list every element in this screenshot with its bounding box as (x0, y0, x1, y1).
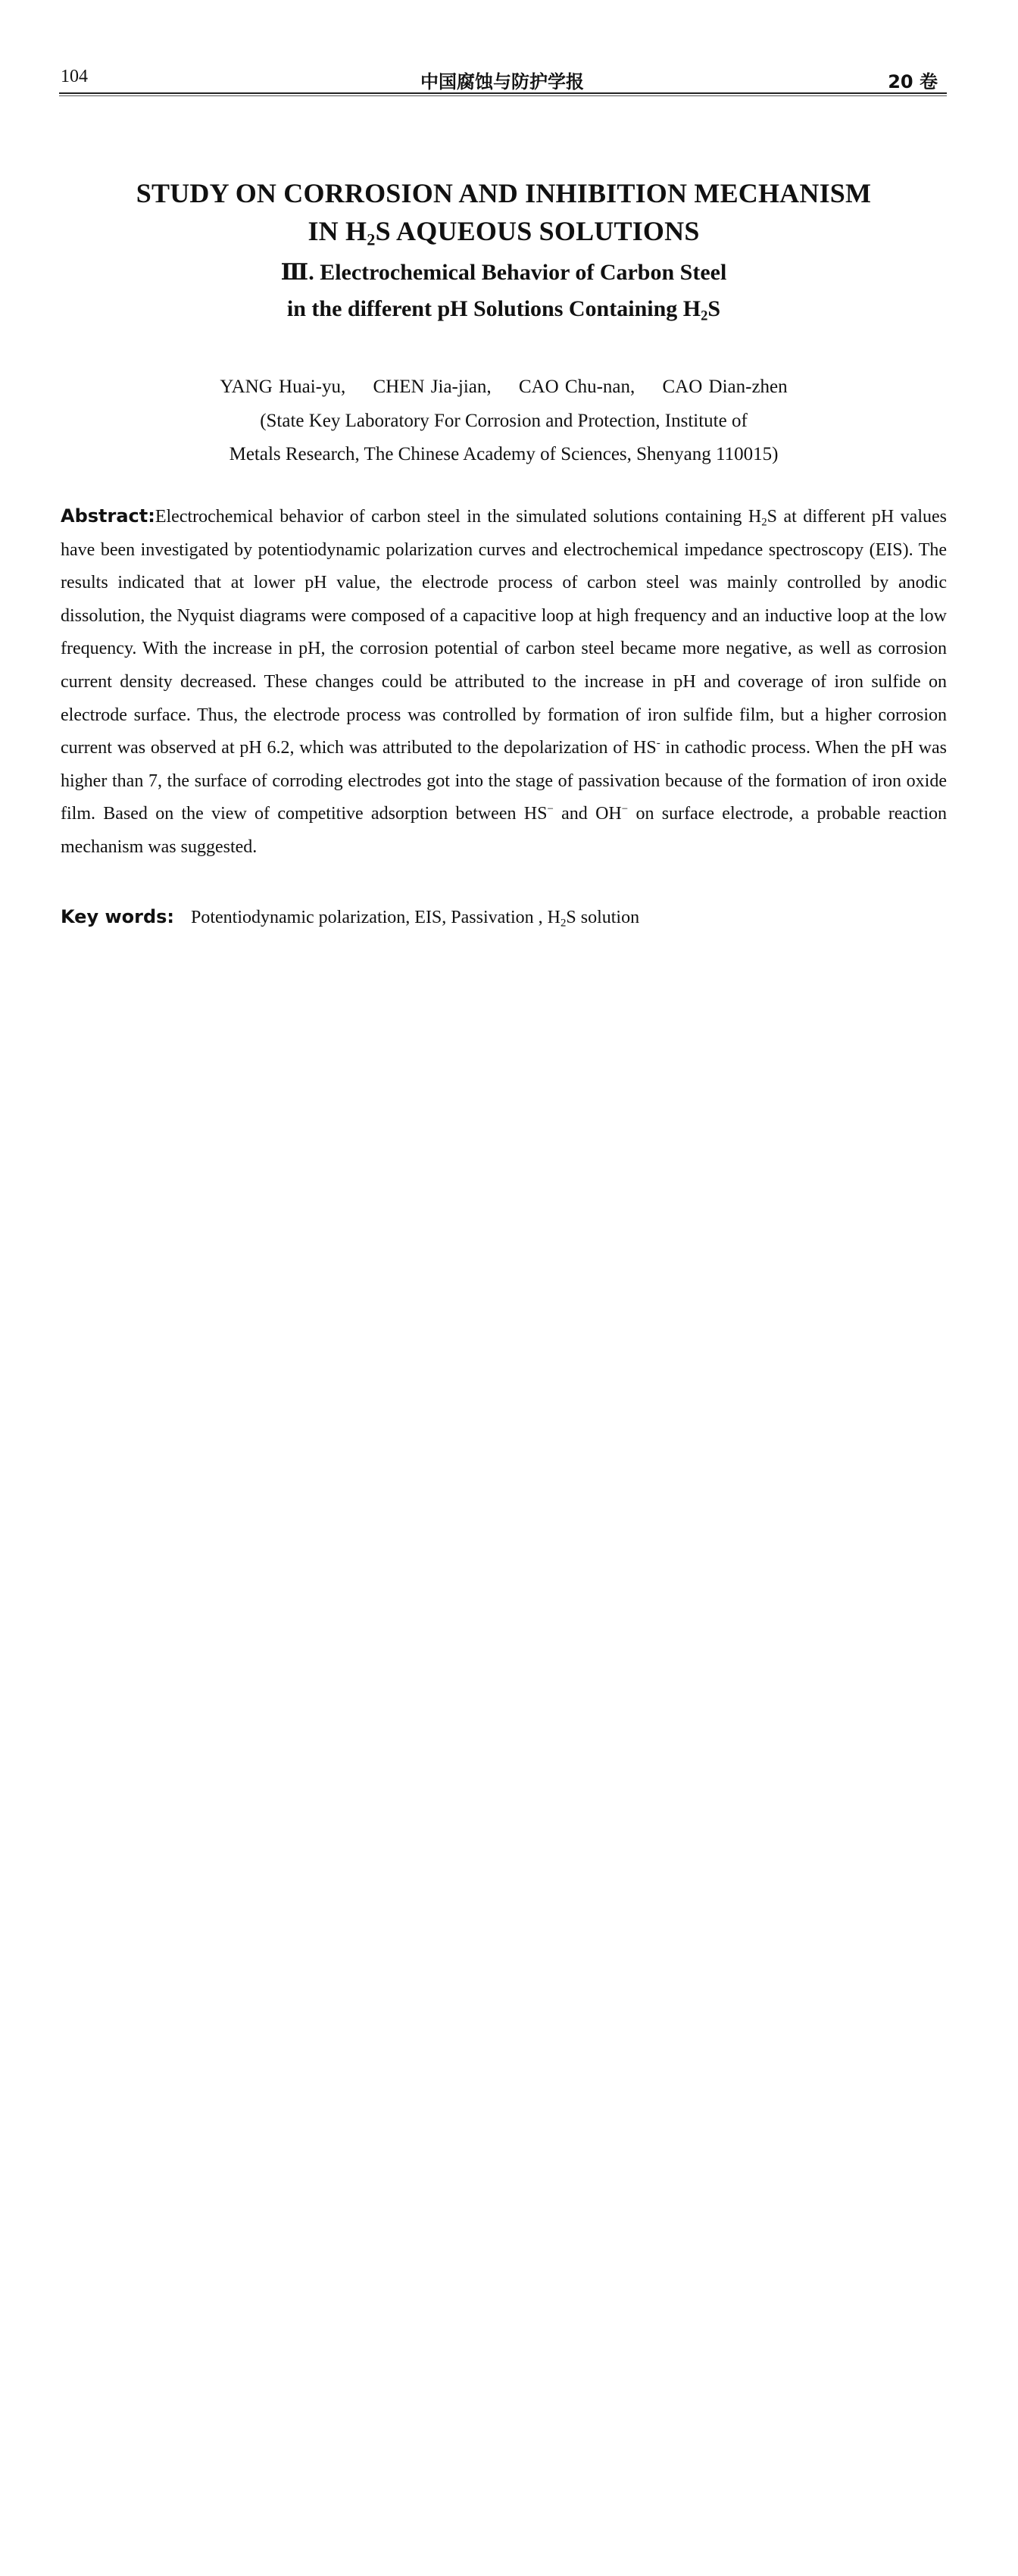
subtitle-line-2-tail: S (707, 296, 721, 321)
subtitle-line-2 (61, 291, 947, 327)
title-block (61, 174, 947, 327)
running-header (59, 61, 945, 94)
keywords-text: Potentiodynamic polarization, EIS, Passivation , H (191, 908, 561, 927)
subtitle-subscript: 2 (701, 308, 708, 324)
abstract-subscript: 2 (761, 516, 767, 529)
title-line-2 (61, 212, 947, 250)
abstract-text-4: and OH (553, 804, 622, 824)
keywords-label: Key words: (61, 906, 175, 927)
title-subscript: 2 (367, 230, 376, 249)
abstract-superscript-1: - (656, 737, 660, 750)
abstract-text-2: S at different pH values have been investigated by potentiodynamic polarization curves and electrochemical impedance spectroscopy (EIS). The results indicated that at lower pH value, the electrode process of carbon steel was mainly controlled by anodic dissolution, the Nyquist diagrams were composed of a capacitive loop at high frequency and an inductive loop at the low frequency. With the increase in pH, the corrosion potential of carbon steel became more negative, as well as corrosion current density decreased. These changes could be attributed to the increase in pH and coverage of iron sulfide on electrode surface. Thus, the electrode process was controlled by formation of iron sulfide film, but a higher corrosion current was observed at pH 6.2, which was attributed to the depolarization of HS (61, 507, 947, 758)
journal-name: 中国腐蚀与防护学报 (420, 71, 584, 92)
abstract-superscript-3: − (621, 803, 629, 816)
keywords-subscript: 2 (560, 917, 567, 930)
abstract-text-1: Electrochemical behavior of carbon steel in the simulated solutions containing H (155, 507, 762, 527)
page-number: 104 (61, 67, 88, 86)
header-rule (59, 92, 947, 94)
volume-number: 20 卷 (888, 71, 938, 92)
title-line-2-text: IN H (308, 216, 367, 246)
subtitle-line-1: Ⅲ. Electrochemical Behavior of Carbon Steel (280, 260, 727, 285)
header-rule-thin (59, 95, 947, 96)
author-list (61, 373, 947, 402)
title-line-1: STUDY ON CORROSION AND INHIBITION MECHANISM (136, 178, 872, 208)
abstract-superscript-2: − (547, 803, 554, 816)
keywords-text-tail: S solution (566, 908, 640, 927)
affiliation-line-1: (State Key Laboratory For Corrosion and Protection, Institute of (260, 411, 748, 431)
affiliation (61, 405, 947, 471)
author: CAO Dian-zhen (662, 377, 788, 397)
author: CHEN Jia-jian, (373, 377, 492, 397)
keywords (61, 902, 947, 933)
affiliation-line-2: Metals Research, The Chinese Academy of Sciences, Shenyang 110015) (229, 444, 779, 464)
author: CAO Chu-nan, (518, 377, 635, 397)
abstract-label: Abstract: (61, 505, 155, 527)
title-line-2-tail: S AQUEOUS SOLUTIONS (375, 216, 700, 246)
abstract (61, 500, 947, 864)
abstract-text-5: on surface electrode, a probable reaction mechanism was suggested. (61, 804, 948, 857)
subtitle-line-2-text: in the different pH Solutions Containing H (286, 296, 701, 321)
abstract-text-3: in cathodic process. When the pH was higher than 7, the surface of corroding electrodes got into the stage of passivation because of the formation of iron oxide film. Based on the view of competitive adsorption between HS (61, 738, 947, 824)
author: YANG Huai-yu, (220, 377, 346, 397)
